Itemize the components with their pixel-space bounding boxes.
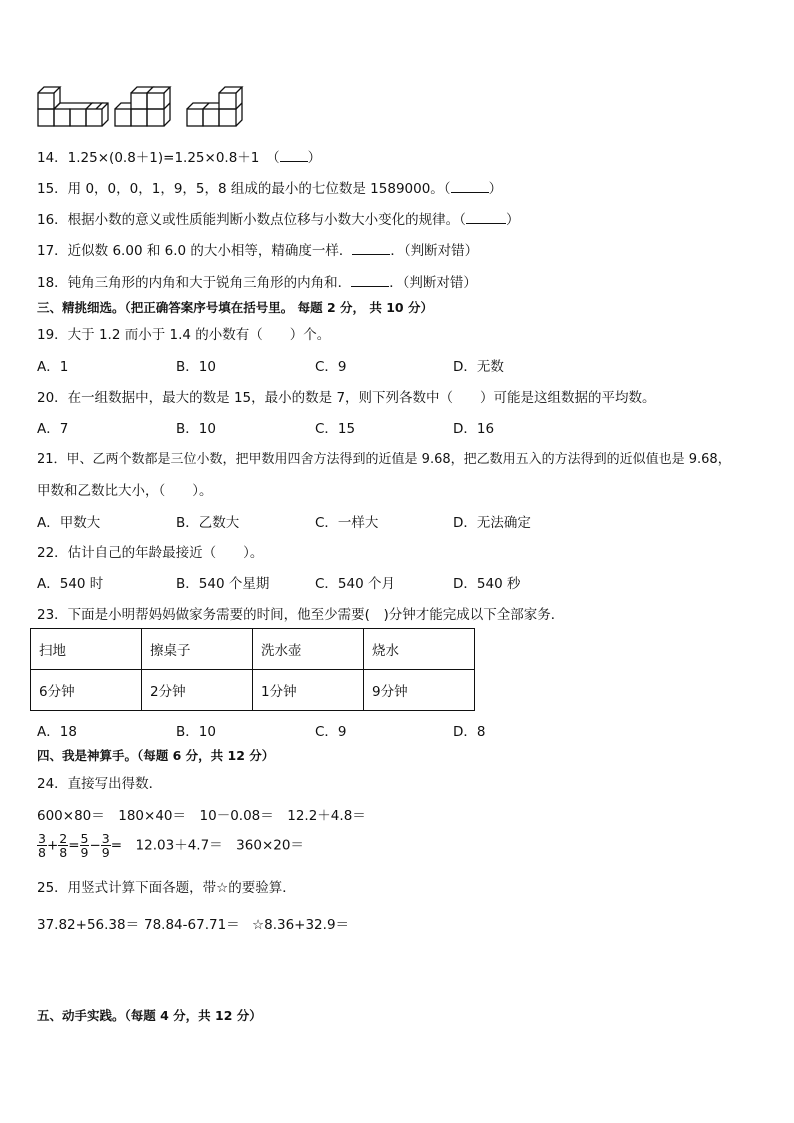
table-cell: 烧水 bbox=[364, 629, 475, 670]
question-14: 14．1.25×(0.8＋1)=1.25×0.8＋1 （ ） bbox=[37, 150, 322, 166]
cube-figure-1 bbox=[38, 87, 108, 126]
table-cell: 洗水壶 bbox=[253, 629, 364, 670]
q20-option-d[interactable]: D．16 bbox=[453, 421, 495, 437]
fraction: $\frac{3}{8}$ bbox=[38, 831, 46, 860]
q21-option-c[interactable]: C．一样大 bbox=[315, 515, 379, 531]
q25-item-3: ☆8.36+32.9＝ bbox=[252, 917, 350, 933]
cube-figure-3 bbox=[187, 87, 242, 126]
question-25-text: 25．用竖式计算下面各题，带☆的要验算． bbox=[37, 880, 296, 896]
q21-option-a[interactable]: A．甲数大 bbox=[37, 515, 101, 531]
q20-option-c[interactable]: C．15 bbox=[315, 421, 356, 437]
q21-option-b[interactable]: B．乙数大 bbox=[176, 515, 240, 531]
question-15: 15．用 0，0，0，1，9，5，8 组成的最小的七位数是 1589000。（ ） bbox=[37, 181, 503, 197]
q19-option-c[interactable]: C．9 bbox=[315, 359, 347, 375]
q23-option-b[interactable]: B．10 bbox=[176, 724, 216, 740]
question-16-text: 16．根据小数的意义或性质能判断小数点位移与小数大小变化的规律。（ bbox=[37, 212, 466, 228]
question-21-line2: 甲数和乙数比大小，（ ）。 bbox=[37, 483, 213, 499]
table-cell: 2分钟 bbox=[142, 670, 253, 711]
fraction: $\frac{5}{9}$ bbox=[80, 831, 89, 860]
cube-figure-2 bbox=[115, 87, 170, 126]
section-3-heading: 三、精挑细选。（把正确答案序号填在括号里。 每题 2 分， 共 10 分） bbox=[37, 300, 433, 315]
q22-option-c[interactable]: C．540 个月 bbox=[315, 576, 395, 592]
q25-item-1: 37.82+56.38＝ bbox=[37, 917, 140, 933]
table-cell: 9分钟 bbox=[364, 670, 475, 711]
answer-blank-18[interactable] bbox=[351, 274, 389, 287]
question-16: 16．根据小数的意义或性质能判断小数点位移与小数大小变化的规律。（ ） bbox=[37, 212, 520, 228]
table-cell: 扫地 bbox=[31, 629, 142, 670]
q23-option-d[interactable]: D．8 bbox=[453, 724, 486, 740]
fraction: $\frac{2}{8}$ bbox=[59, 831, 68, 860]
question-19-text: 19．大于 1.2 而小于 1.4 的小数有（ ）个。 bbox=[37, 327, 331, 343]
table-row bbox=[31, 629, 475, 670]
question-22-text: 22．估计自己的年龄最接近（ ）。 bbox=[37, 545, 264, 561]
section-5-heading: 五、动手实践。（每题 4 分，共 12 分） bbox=[37, 1008, 262, 1023]
q23-option-c[interactable]: C．9 bbox=[315, 724, 347, 740]
question-18: 18．钝角三角形的内角和大于锐角三角形的内角和． ．（判断对错） bbox=[37, 275, 477, 291]
q22-option-d[interactable]: D．540 秒 bbox=[453, 576, 521, 592]
chores-table bbox=[30, 628, 475, 711]
section-4-heading: 四、我是神算手。（每题 6 分，共 12 分） bbox=[37, 748, 275, 763]
q22-option-b[interactable]: B．540 个星期 bbox=[176, 576, 270, 592]
cube-figures bbox=[35, 82, 250, 132]
question-14-text: 14．1.25×(0.8＋1)=1.25×0.8＋1 （ bbox=[37, 150, 280, 166]
question-17: 17．近似数 6.00 和 6.0 的大小相等，精确度一样． ．（判断对错） bbox=[37, 243, 479, 259]
fraction: $\frac{3}{9}$ bbox=[101, 831, 110, 860]
question-20-text: 20．在一组数据中，最大的数是 15，最小的数是 7，则下列各数中（ ）可能是这组数据的平均数。 bbox=[37, 390, 656, 406]
question-23-text: 23．下面是小明帮妈妈做家务需要的时间，他至少需要( )分钟才能完成以下全部家务． bbox=[37, 607, 565, 623]
answer-blank-17[interactable] bbox=[352, 242, 390, 255]
answer-blank-15[interactable] bbox=[451, 180, 489, 193]
table-cell: 擦桌子 bbox=[142, 629, 253, 670]
q19-option-b[interactable]: B．10 bbox=[176, 359, 216, 375]
q20-option-a[interactable]: A．7 bbox=[37, 421, 69, 437]
answer-blank-14[interactable] bbox=[280, 149, 308, 162]
q23-option-a[interactable]: A．18 bbox=[37, 724, 77, 740]
table-row bbox=[31, 670, 475, 711]
q24-row-1: 600×80＝ 180×40＝ 10－0.08＝ 12.2＋4.8＝ bbox=[37, 808, 366, 824]
q21-option-d[interactable]: D．无法确定 bbox=[453, 515, 531, 531]
answer-blank-16[interactable] bbox=[466, 211, 506, 224]
table-cell: 6分钟 bbox=[31, 670, 142, 711]
question-21-line1: 21．甲、乙两个数都是三位小数，把甲数用四舍方法得到的近值是 9.68，把乙数用五入的方法得到的近似值也是 9.68， bbox=[37, 452, 731, 467]
table-cell: 1分钟 bbox=[253, 670, 364, 711]
q19-option-d[interactable]: D．无数 bbox=[453, 359, 504, 375]
q22-option-a[interactable]: A．540 时 bbox=[37, 576, 104, 592]
q25-item-2: 78.84-67.71＝ bbox=[144, 917, 240, 933]
question-17-text: 17．近似数 6.00 和 6.0 的大小相等，精确度一样． bbox=[37, 243, 353, 259]
q20-option-b[interactable]: B．10 bbox=[176, 421, 216, 437]
question-15-text: 15．用 0，0，0，1，9，5，8 组成的最小的七位数是 1589000。（ bbox=[37, 181, 451, 197]
q19-option-a[interactable]: A．1 bbox=[37, 359, 69, 375]
question-18-text: 18．钝角三角形的内角和大于锐角三角形的内角和． bbox=[37, 275, 352, 291]
question-24-text: 24．直接写出得数． bbox=[37, 776, 163, 792]
q24-row-2: $\frac{3}{8}$ + $\frac{2}{8}$ = $\frac{5}{9}$ − $\frac{3}{9}$ = 12.03＋4.7＝ 360×20＝ bbox=[38, 831, 304, 860]
